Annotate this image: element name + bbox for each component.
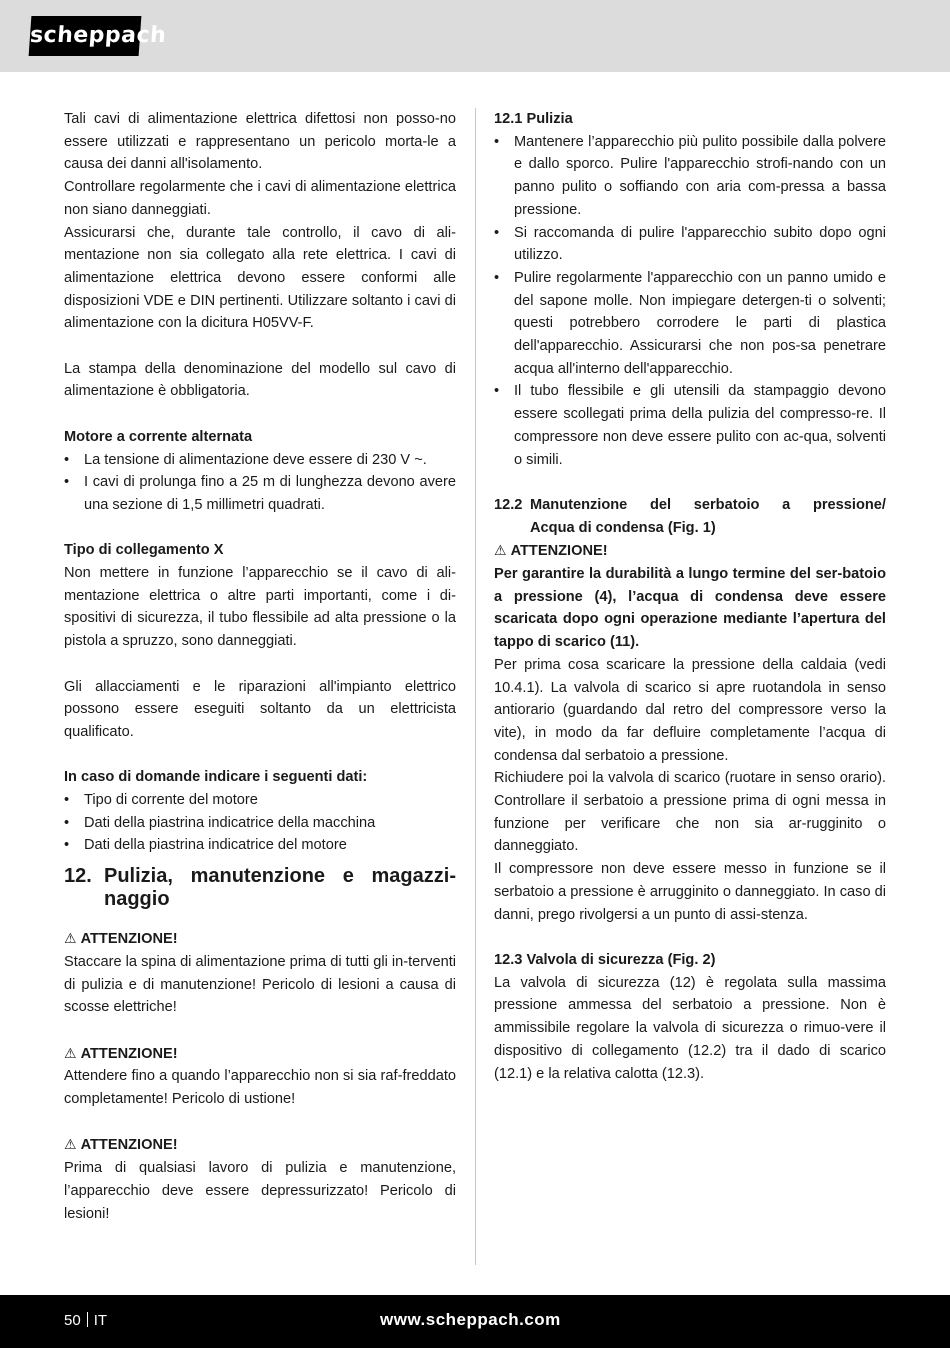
- paragraph-cable-damage: Tali cavi di alimentazione elettrica difettosi non posso-no essere utilizzati e rappresentano un pericolo morta-le a causa dei danni all'isolamento.: [64, 111, 456, 173]
- list-item: • Mantenere l’apparecchio più pulito possibile dalla polvere e dallo sporco. Pulire l'apparecchio strofi-nando con un panno pulito o soffiando con aria com-pressa a bassa pressione.: [494, 131, 886, 222]
- right-column: [494, 108, 886, 1085]
- warning-triangle-icon: ⚠: [494, 542, 507, 559]
- scheppach-logo: scheppach: [29, 16, 142, 56]
- list-item: • Pulire regolarmente l'apparecchio con un panno umido e del sapone molle. Non impiegare detergen-ti o solventi; questi potrebbero corrodere le parti di plastica dell'apparecchio. Assicurarsi che non pos-sa penetrare acqua all'interno dell'apparecchio.: [494, 267, 886, 381]
- warning-heading: ⚠ ATTENZIONE!: [64, 1136, 178, 1154]
- warning-heading: ⚠ ATTENZIONE!: [64, 930, 178, 948]
- warning-triangle-icon: ⚠: [64, 1136, 77, 1153]
- list-item: • Tipo di corrente del motore: [64, 789, 456, 812]
- heading-connection-type: Tipo di collegamento X: [64, 542, 224, 559]
- warning-text-depressurize: Prima di qualsiasi lavoro di pulizia e manutenzione, l’apparecchio deve essere depressurizzato! Pericolo di lesioni!: [64, 1160, 456, 1222]
- left-column: [64, 108, 456, 1225]
- section-12-heading: [64, 865, 456, 911]
- paragraph-electrician: Gli allacciamenti e le riparazioni all'impianto elettrico possono essere eseguiti soltanto da un elettricista qualificato.: [64, 678, 456, 740]
- list-item: • Dati della piastrina indicatrice della macchina: [64, 812, 456, 835]
- warning-triangle-icon: ⚠: [64, 1044, 77, 1061]
- page-header: [0, 0, 950, 72]
- list-item: • Si raccomanda di pulire l'apparecchio subito dopo ogni utilizzo.: [494, 222, 886, 267]
- paragraph-model-print: La stampa della denominazione del modello sul cavo di alimentazione è obbligatoria.: [64, 360, 456, 400]
- heading-questions: In caso di domande indicare i seguenti dati:: [64, 769, 368, 786]
- column-divider: [475, 108, 476, 1265]
- warning-text-condensate: Per garantire la durabilità a lungo termine del ser-batoio a pressione (4), l’acqua di condensa deve essere scaricata dopo ogni operazione mediante l’apertura del tappo di scarico (11).: [494, 566, 886, 651]
- heading-ac-motor: Motore a corrente alternata: [64, 428, 253, 445]
- list-item: • I cavi di prolunga fino a 25 m di lunghezza devono avere una sezione di 1,5 millimetri quadrati.: [64, 471, 456, 516]
- paragraph-cable-standards: Assicurarsi che, durante tale controllo, il cavo di ali-mentazione non sia collegato alla rete elettrica. I cavi di alimentazione elettrica devono essere conformi alle disposizioni VDE e DIN pertinenti. Utilizzare soltanto i cavi di alimentazione con la dicitura H05VV-F.: [64, 224, 456, 332]
- website-link[interactable]: www.scheppach.com: [380, 1310, 561, 1329]
- page-number-label: 50 IT: [64, 1312, 108, 1329]
- section-number: 12.: [64, 865, 92, 888]
- paragraph-check-cables: Controllare regolarmente che i cavi di alimentazione elettrica non siano danneggiati.: [64, 179, 456, 218]
- paragraph-drain-pressure: Per prima cosa scaricare la pressione della caldaia (vedi 10.4.1). La valvola di scarico si apre ruotandola in senso antiorario (guardando dal retro del compressore verso la vite), in modo da far defluire completamente l’acqua di condensa dal serbatoio a pressione.: [494, 656, 886, 764]
- paragraph-safety-valve: La valvola di sicurezza (12) è regolata sulla massima pressione ammessa del serbatoio a pressione. Non è ammissibile regolare la valvola di sicurezza o rimuo-vere il dispositivo di collegamento (12.2) tra il dado di scarico (12.1) e la relativa calotta (12.3).: [494, 974, 886, 1082]
- list-item: • Dati della piastrina indicatrice del motore: [64, 834, 456, 857]
- warning-triangle-icon: ⚠: [64, 930, 77, 947]
- section-number: 12.2: [494, 496, 523, 513]
- paragraph-rusted-tank: Il compressore non deve essere messo in funzione se il serbatoio a pressione è arrugginito o danneggiato. In caso di danni, prego rivolgersi a un punto di assi-stenza.: [494, 861, 886, 923]
- warning-text-cooldown: Attendere fino a quando l’apparecchio non si sia raf-freddato completamente! Pericolo di ustione!: [64, 1068, 456, 1108]
- warning-heading: ⚠ ATTENZIONE!: [494, 542, 608, 560]
- section-title-line-1: Manutenzione del serbatoio a pressione/: [530, 496, 886, 513]
- paragraph-close-valve: Richiudere poi la valvola di scarico (ruotare in senso orario). Controllare il serbatoio a pressione prima di ogni messa in funzione per verificare che non sia ar-rugginito o danneggiato.: [494, 770, 886, 855]
- section-title-line-2: Acqua di condensa (Fig. 1): [530, 519, 716, 536]
- list-ac-motor: [64, 449, 456, 517]
- list-questions: [64, 789, 456, 857]
- heading-12-3-safety-valve: 12.3 Valvola di sicurezza (Fig. 2): [494, 951, 716, 968]
- paragraph-connection-type: Non mettere in funzione l’apparecchio se il cavo di ali-mentazione elettrica o altre parti importanti, come i di-spositivi di sicurezza, il tubo flessibile ad alta pressione o la pistola a spruzzo, sono danneggiati.: [64, 565, 456, 650]
- list-item: • Il tubo flessibile e gli utensili da stampaggio devono essere scollegati prima della pulizia del compresso-re. Il compressore non deve essere pulito con ac-qua, solventi o simili.: [494, 380, 886, 471]
- warning-heading: ⚠ ATTENZIONE!: [64, 1044, 178, 1062]
- heading-12-1-cleaning: 12.1 Pulizia: [494, 111, 573, 127]
- list-item: • La tensione di alimentazione deve essere di 230 V ~.: [64, 449, 456, 472]
- list-cleaning: [494, 131, 886, 472]
- heading-12-2-tank-maintenance: [494, 494, 886, 539]
- page-footer: [0, 1295, 950, 1348]
- warning-text-unplug: Staccare la spina di alimentazione prima di tutti gli in-terventi di pulizia e di manutenzione! Pericolo di lesioni a causa di scosse elettriche!: [64, 953, 456, 1016]
- section-title: Pulizia, manutenzione e magazzi-naggio: [104, 865, 456, 911]
